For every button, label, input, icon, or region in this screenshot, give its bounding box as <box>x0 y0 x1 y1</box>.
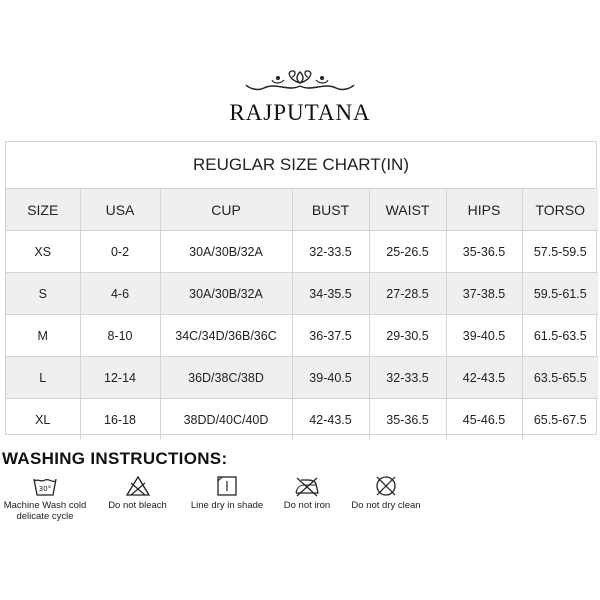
wash-item-no-dry-clean <box>345 475 427 511</box>
wash-label: Do not bleach <box>108 500 167 511</box>
cell-bust: 32-33.5 <box>292 231 369 273</box>
cell-torso: 63.5-65.5 <box>522 357 598 399</box>
wash-temp: 30° <box>38 485 52 493</box>
brand-name: RAJPUTANA <box>229 100 371 125</box>
header-cup: CUP <box>160 189 292 231</box>
cell-size: L <box>6 357 80 399</box>
wash-label: Line dry in shade <box>190 500 264 511</box>
cell-torso: 59.5-61.5 <box>522 273 598 315</box>
cell-size: M <box>6 315 80 357</box>
wash-item-line-dry <box>184 475 270 511</box>
cell-waist: 32-33.5 <box>369 357 446 399</box>
table-row-xs <box>6 231 598 273</box>
cell-hips: 45-46.5 <box>446 399 522 441</box>
cell-bust: 39-40.5 <box>292 357 369 399</box>
cell-usa: 16-18 <box>80 399 160 441</box>
cell-size: XL <box>6 399 80 441</box>
cell-torso: 61.5-63.5 <box>522 315 598 357</box>
cell-hips: 42-43.5 <box>446 357 522 399</box>
header-bust: BUST <box>292 189 369 231</box>
header-size: SIZE <box>6 189 80 231</box>
cell-cup: 34C/34D/36B/36C <box>160 315 292 357</box>
cell-waist: 35-36.5 <box>369 399 446 441</box>
cell-hips: 37-38.5 <box>446 273 522 315</box>
no-iron-icon <box>292 475 322 497</box>
cell-torso: 65.5-67.5 <box>533 412 587 427</box>
size-chart-table <box>6 189 598 440</box>
header-usa: USA <box>80 189 160 231</box>
cell-bust: 42-43.5 <box>292 399 369 441</box>
wash-label-line2: delicate cycle <box>16 511 74 522</box>
cell-cup: 38DD/40C/40D <box>160 399 292 441</box>
wash-item-no-bleach <box>100 475 175 511</box>
cell-usa: 0-2 <box>80 231 160 273</box>
line-dry-icon <box>214 475 240 497</box>
wash-label: Do not dry clean <box>351 500 421 511</box>
table-row-xl <box>6 399 598 441</box>
cell-bust: 34-35.5 <box>292 273 369 315</box>
logo-ornament-icon <box>230 68 370 98</box>
cell-waist: 29-30.5 <box>369 315 446 357</box>
no-bleach-icon <box>125 475 151 497</box>
wash-item-machine-wash <box>0 475 90 522</box>
cell-cup: 36D/38C/38D <box>160 357 292 399</box>
cell-torso: 57.5-59.5 <box>522 231 598 273</box>
cell-size: XS <box>6 231 80 273</box>
header-waist: WAIST <box>369 189 446 231</box>
cell-cup: 30A/30B/32A <box>160 231 292 273</box>
cell-hips: 39-40.5 <box>446 315 522 357</box>
no-dry-clean-icon <box>373 475 399 497</box>
cell-hips: 35-36.5 <box>446 231 522 273</box>
table-row-m <box>6 315 598 357</box>
washing-instructions-title: WASHING INSTRUCTIONS: <box>2 449 228 468</box>
table-row-l <box>6 357 598 399</box>
table-row-s <box>6 273 598 315</box>
cell-waist: 25-26.5 <box>369 231 446 273</box>
wash-item-no-iron <box>276 475 338 511</box>
header-hips: HIPS <box>446 189 522 231</box>
header-torso: TORSO <box>522 189 598 231</box>
wash-tub-icon <box>32 475 58 497</box>
wash-label: Do not iron <box>283 500 331 511</box>
size-chart <box>5 141 597 435</box>
table-header-row <box>6 189 598 231</box>
cell-usa: 12-14 <box>80 357 160 399</box>
cell-waist: 27-28.5 <box>369 273 446 315</box>
cell-cup: 30A/30B/32A <box>160 273 292 315</box>
size-chart-title: REUGLAR SIZE CHART(IN) <box>6 142 596 189</box>
cell-usa: 8-10 <box>80 315 160 357</box>
wash-label-line1: Machine Wash cold <box>3 500 87 511</box>
cell-size: S <box>6 273 80 315</box>
cell-usa: 4-6 <box>80 273 160 315</box>
cell-bust: 36-37.5 <box>292 315 369 357</box>
